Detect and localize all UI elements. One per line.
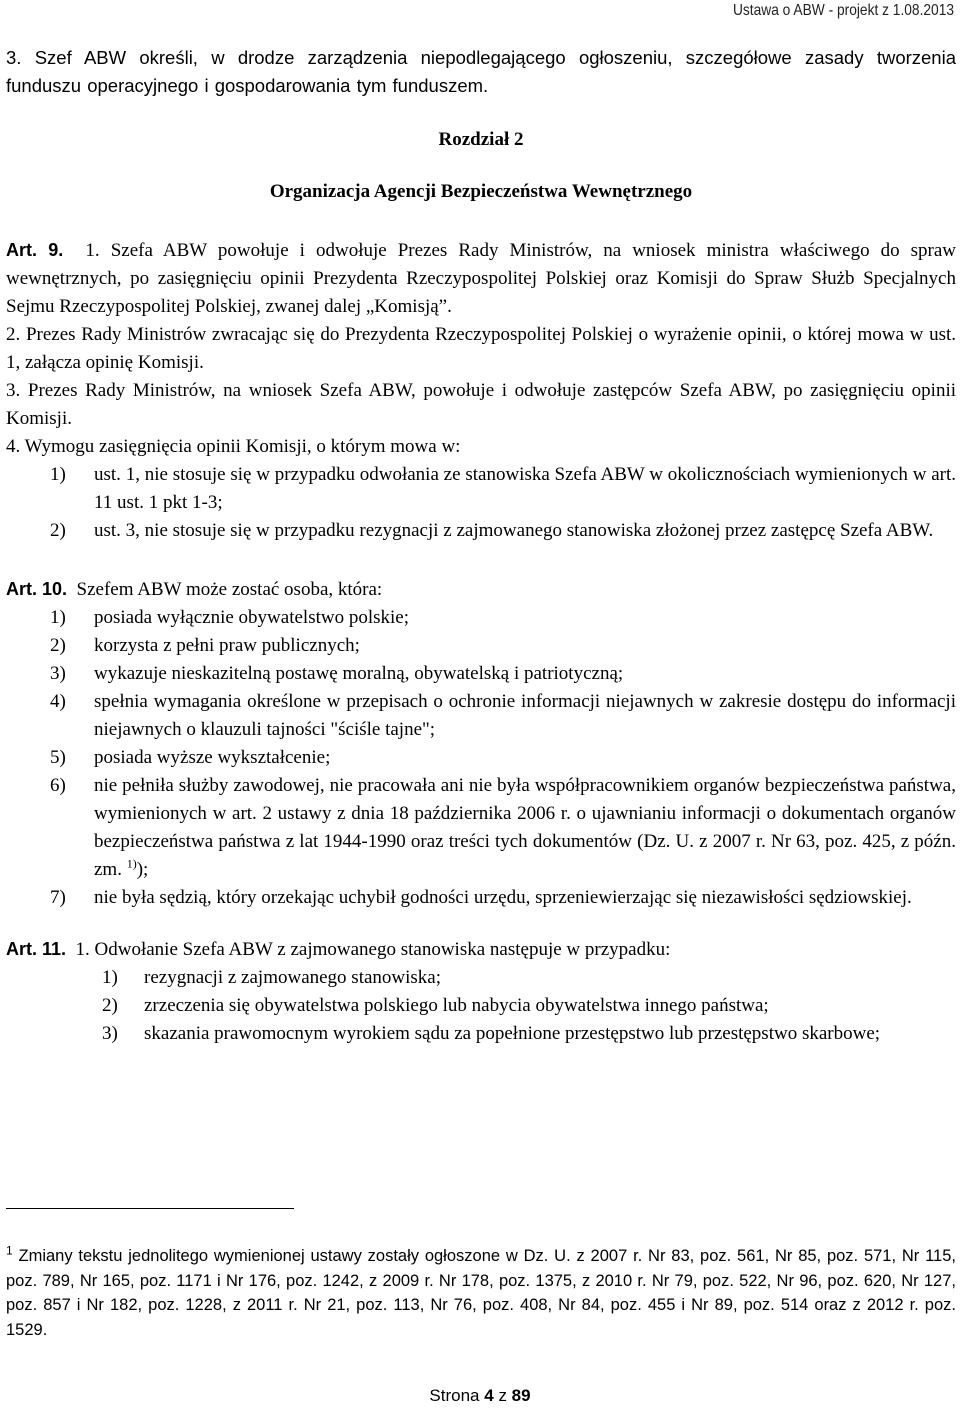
list-item-text (94, 772, 956, 884)
art9-p4-number: 4. (6, 436, 21, 457)
list-item-text: spełnia wymagania określone w przepisach o ochronie informacji niejawnych w zakresie dostępu do informacji niejawnych o klauzuli tajności "ściśle tajne"; (94, 691, 956, 740)
current-page-number: 4 (484, 1386, 494, 1405)
running-header: Ustawa o ABW - projekt z 1.08.2013 (732, 2, 954, 19)
footnote (6, 1244, 956, 1342)
list-item-number: 3) (50, 663, 66, 684)
article-10 (6, 575, 956, 912)
art9-p3-text: Prezes Rady Ministrów, na wniosek Szefa ABW, powołuje i odwołuje zastępców Szefa ABW, po zasięgnięciu opinii Komisji. (6, 380, 956, 429)
item6-text: nie pełniła służby zawodowej, nie pracowała ani nie była współpracownikiem organów bezpieczeństwa państwa, wymienionych w art. 2 ustawy z dnia 18 października 2006 r. o ujawnianiu informacji o dokumentach organów bezpieczeństwa państwa z lat 1944-1990 oraz treści tych dokumentów (Dz. U. z 2007 r. Nr 63, poz. 425, z późn. zm. (94, 775, 956, 880)
art9-paragraph-1 (6, 236, 956, 321)
list-item-text: rezygnacji z zajmowanego stanowiska; (144, 967, 442, 988)
art9-label: Art. 9. (6, 240, 64, 260)
list-item (50, 461, 956, 517)
list-item-number: 1) (50, 607, 66, 628)
footnote-reference[interactable]: 1) (126, 856, 137, 871)
footnote-text: Zmiany tekstu jednolitego wymienionej ustawy zostały ogłoszone w Dz. U. z 2007 r. Nr 83, poz. 561, Nr 85, poz. 571, Nr 115, poz. 789, Nr 165, poz. 1171 i Nr 176, poz. 1242, z 2009 r. Nr 178, poz. 1375, z 2010 r. Nr 79, poz. 522, Nr 96, poz. 620, Nr 127, poz. 857 i Nr 182, poz. 1228, z 2011 r. Nr 21, poz. 113, Nr 76, poz. 408, Nr 84, poz. 455 i Nr 89, poz. 514 oraz z 2012 r. poz. 1529. (6, 1247, 956, 1339)
list-item-text: korzysta z pełni praw publicznych; (94, 635, 360, 656)
art9-paragraph-3 (6, 377, 956, 433)
list-item (102, 964, 956, 992)
intro-number: 3. (6, 47, 22, 68)
intro-text: Szef ABW określi, w drodze zarządzenia niepodlegającego ogłoszeniu, szczegółowe zasady tworzenia funduszu operacyjnego i gospodarowania tym funduszem. (6, 47, 956, 96)
art10-intro (6, 575, 956, 604)
list-item (50, 517, 956, 545)
list-item (50, 604, 956, 632)
art9-p2-text: Prezes Rady Ministrów zwracając się do Prezydenta Rzeczypospolitej Polskiej o wyrażenie opinii, o której mowa w ust. 1, załącza opinię Komisji. (6, 324, 956, 373)
list-item-text: wykazuje nieskazitelną postawę moralną, obywatelską i patriotyczną; (94, 663, 624, 684)
list-item-text: posiada wyższe wykształcenie; (94, 747, 331, 768)
art9-p4-text: Wymogu zasięgnięcia opinii Komisji, o którym mowa w: (24, 436, 461, 457)
intro-paragraph (6, 44, 956, 100)
footnote-separator (6, 1208, 294, 1209)
item6-tail: ); (136, 859, 149, 880)
list-item-text: zrzeczenia się obywatelstwa polskiego lub nabycia obywatelstwa innego państwa; (144, 995, 769, 1016)
art11-paragraph-1 (6, 935, 956, 964)
list-item-text: skazania prawomocnym wyrokiem sądu za popełnione przestępstwo lub przestępstwo skarbowe; (144, 1023, 881, 1044)
art11-label: Art. 11. (6, 939, 67, 959)
list-item-text: posiada wyłącznie obywatelstwo polskie; (94, 607, 410, 628)
list-item-number: 1) (50, 464, 66, 485)
list-item-number: 1) (102, 967, 118, 988)
list-item (50, 744, 956, 772)
list-item-number: 3) (102, 1023, 118, 1044)
footer-prefix: Strona (429, 1386, 480, 1405)
list-item-text: ust. 3, nie stosuje się w przypadku rezygnacji z zajmowanego stanowiska złożonej przez zastępcę Szefa ABW. (94, 520, 934, 541)
list-item-number: 4) (50, 691, 66, 712)
list-item (102, 992, 956, 1020)
list-item (50, 660, 956, 688)
art11-p1-number: 1. (75, 939, 90, 960)
list-item (50, 884, 956, 912)
art9-p3-number: 3. (6, 380, 21, 401)
art10-intro-text: Szefem ABW może zostać osoba, która: (76, 579, 383, 600)
list-item-number: 2) (50, 635, 66, 656)
art9-paragraph-4 (6, 433, 956, 461)
list-item-text: ust. 1, nie stosuje się w przypadku odwołania ze stanowiska Szefa ABW w okolicznościach wymienionych w art. 11 ust. 1 pkt 1-3; (94, 464, 956, 513)
document-body (6, 44, 956, 1048)
list-item-number: 2) (102, 995, 118, 1016)
art9-p1-text: Szefa ABW powołuje i odwołuje Prezes Rady Ministrów, na wniosek ministra właściwego do spraw wewnętrznych, po zasięgnięciu opinii Prezydenta Rzeczypospolitej Polskiej oraz Komisji do Spraw Służb Specjalnych Sejmu Rzeczypospolitej Polskiej, zwanej dalej „Komisją”. (6, 240, 957, 317)
page-footer (0, 1386, 960, 1406)
list-item (50, 688, 956, 744)
art10-label: Art. 10. (6, 579, 68, 599)
list-item-number: 7) (50, 887, 66, 908)
total-pages: 89 (511, 1386, 531, 1405)
article-11 (6, 935, 956, 1048)
art9-paragraph-2 (6, 321, 956, 377)
footer-separator: z (498, 1386, 507, 1405)
list-item (50, 772, 956, 884)
list-item-text: nie była sędzią, który orzekając uchybił godności urzędu, sprzeniewierzając się niezawisłości sędziowskiej. (94, 887, 912, 908)
list-item (50, 632, 956, 660)
list-item (102, 1020, 956, 1048)
art9-p2-number: 2. (6, 324, 21, 345)
chapter-number: Rozdział 2 (438, 129, 524, 150)
art11-p1-text: Odwołanie Szefa ABW z zajmowanego stanowiska następuje w przypadku: (94, 939, 671, 960)
footnote-mark: 1 (6, 1243, 13, 1258)
list-item-number: 6) (50, 775, 66, 796)
list-item-number: 5) (50, 747, 66, 768)
article-9 (6, 236, 956, 545)
art9-p1-number: 1. (85, 240, 100, 261)
chapter-title: Organizacja Agencji Bezpieczeństwa Wewnętrznego (269, 181, 693, 202)
list-item-number: 2) (50, 520, 66, 541)
